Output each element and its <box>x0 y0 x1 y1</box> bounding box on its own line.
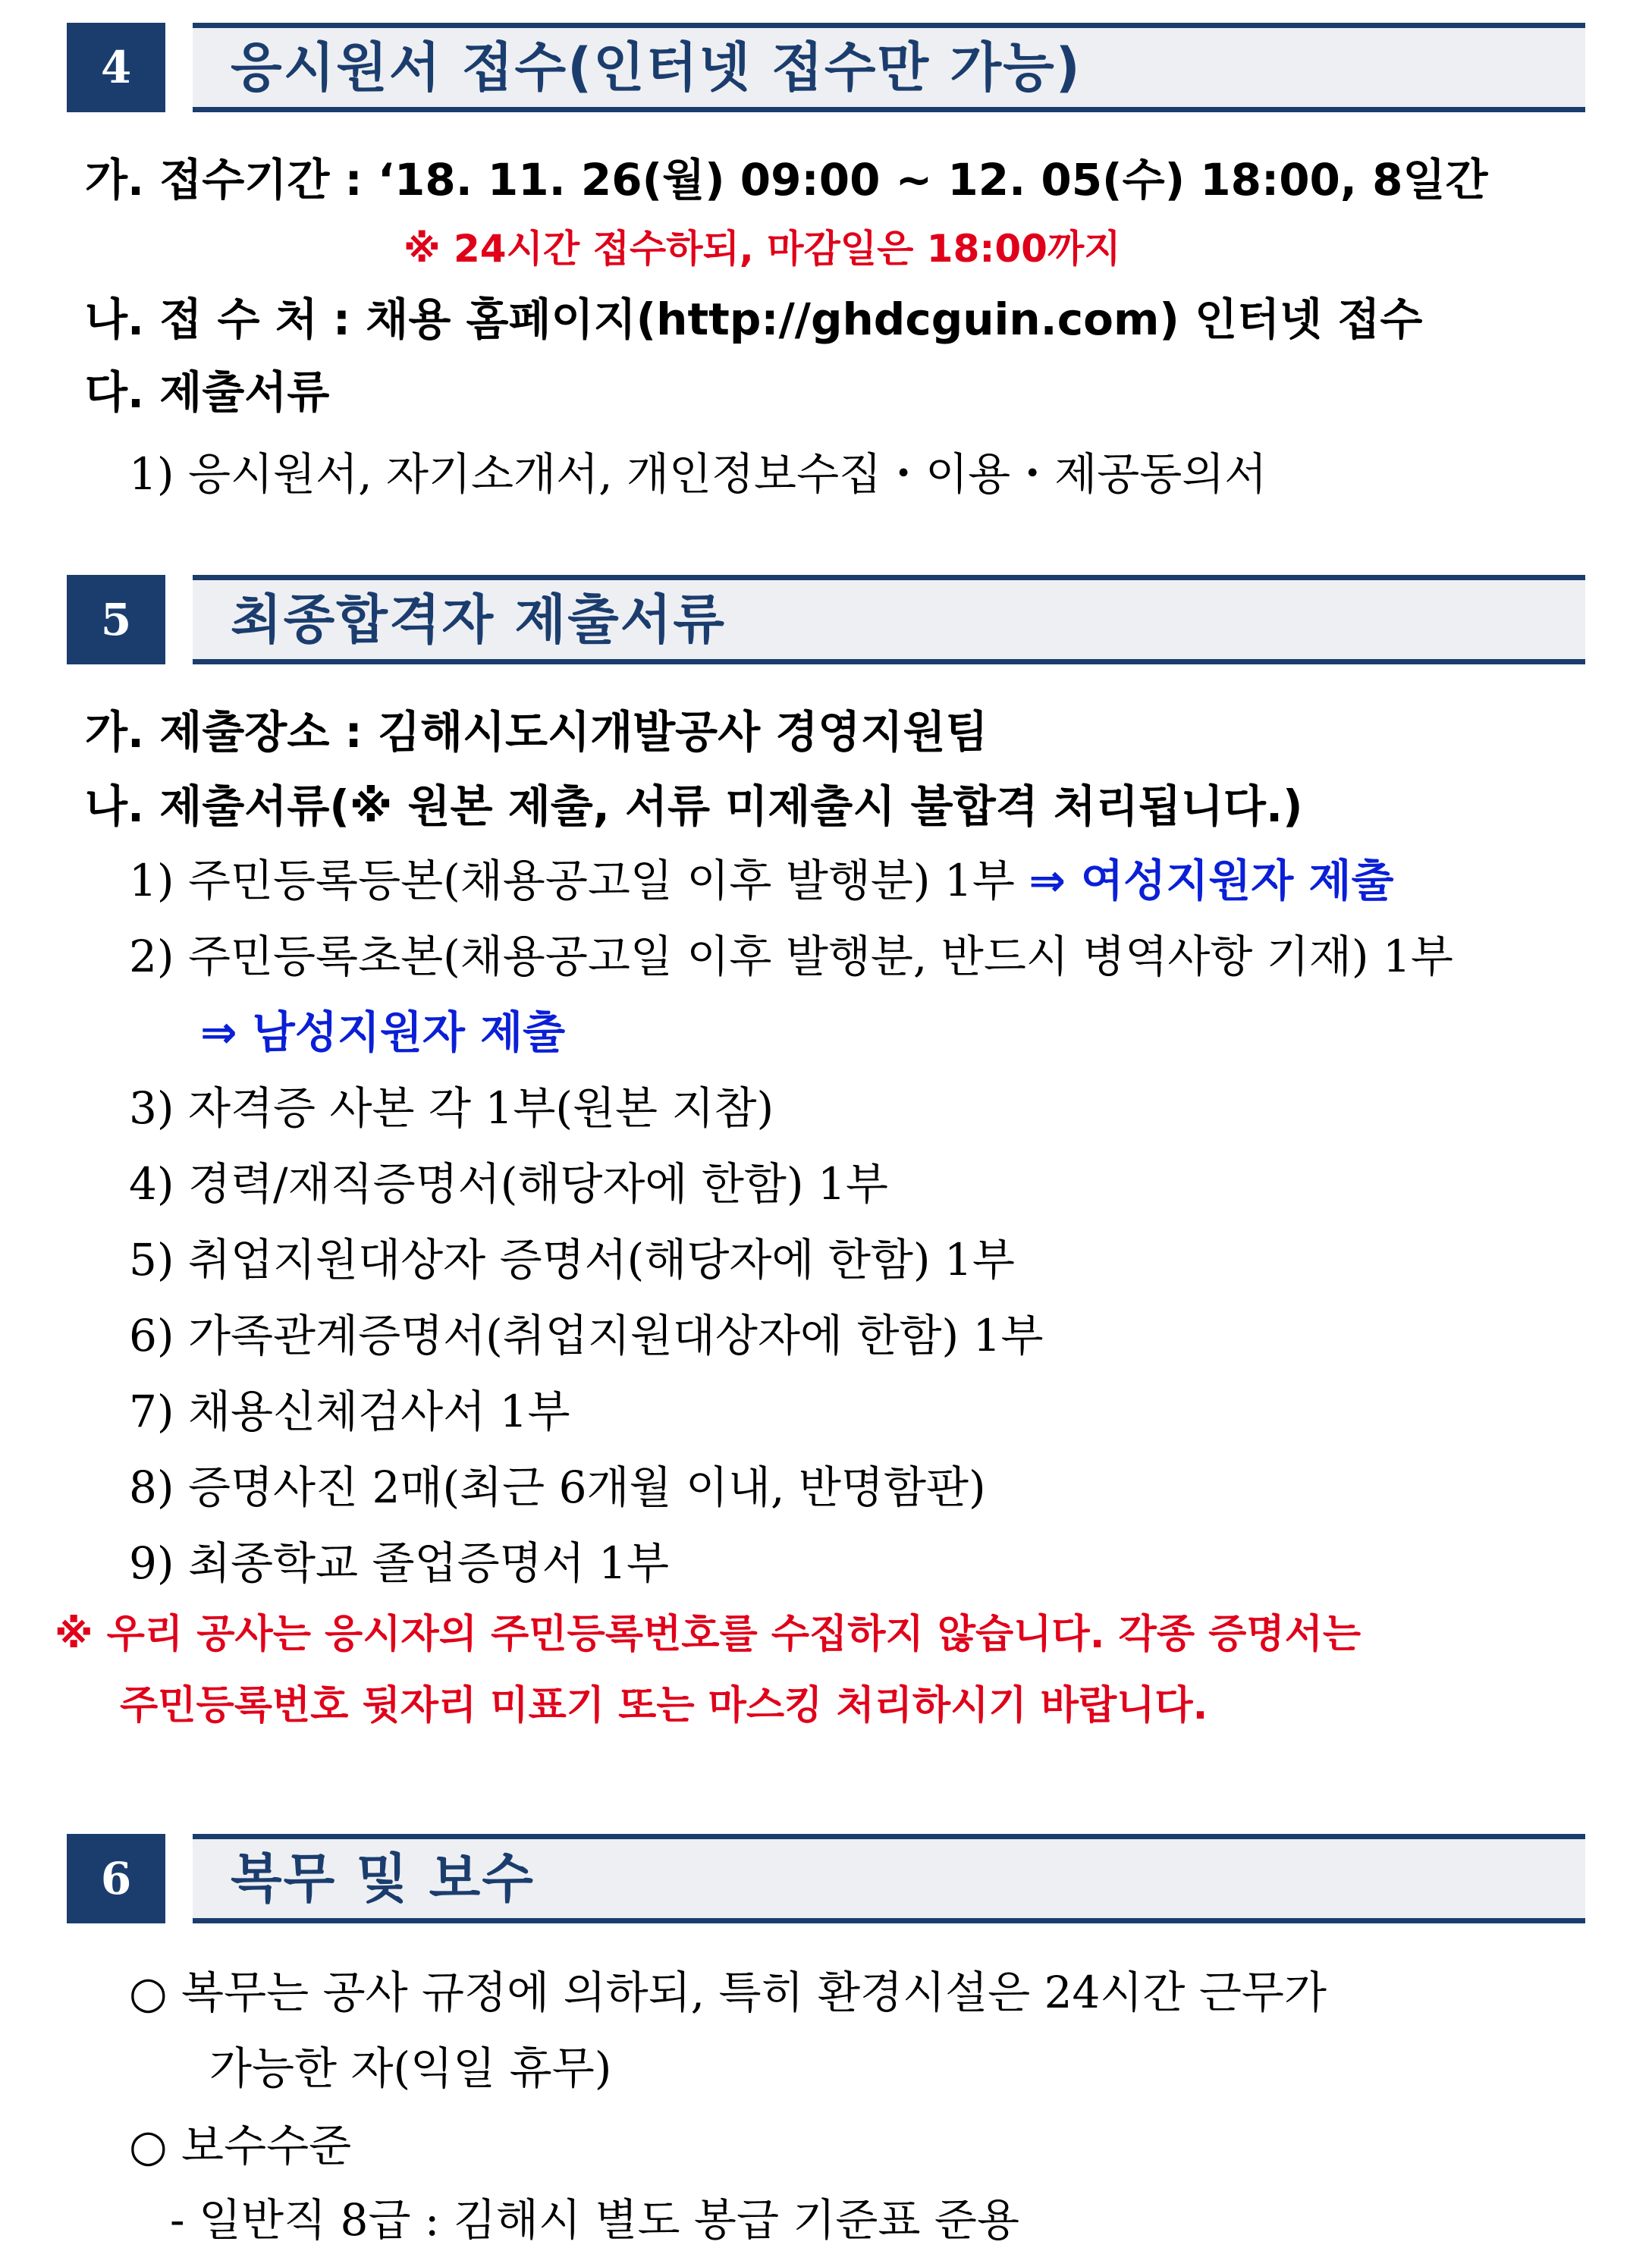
required-documents-heading: 다. 제출서류 <box>85 366 330 418</box>
duty-paragraph: ○ 복무는 공사 규정에 의하되, 특히 환경시설은 24시간 근무가 <box>129 1967 1327 2018</box>
section-title-bar <box>193 1834 1585 1923</box>
section-title-bar <box>193 23 1585 112</box>
section-number: 5 <box>67 575 165 664</box>
duty-paragraph-cont: 가능한 자(익일 휴무) <box>209 2042 612 2094</box>
privacy-warning-cont: 주민등록번호 뒷자리 미표기 또는 마스킹 처리하시기 바랍니다. <box>120 1683 1208 1728</box>
section-title: 응시원서 접수(인터넷 접수만 가능) <box>231 36 1082 99</box>
deadline-note: ※ 24시간 접수하되, 마감일은 18:00까지 <box>404 227 1121 271</box>
document-item: 6) 가족관계증명서(취업지원대상자에 한함) 1부 <box>129 1310 1044 1361</box>
document-item: 5) 취업지원대상자 증명서(해당자에 한함) 1부 <box>129 1234 1015 1286</box>
section-title: 최종합격자 제출서류 <box>231 589 726 651</box>
required-document-item: 1) 응시원서, 자기소개서, 개인정보수집・이용・제공동의서 <box>129 448 1267 500</box>
section-5-header <box>67 575 1585 664</box>
male-applicant-note: ⇒ 남성지원자 제출 <box>200 1006 566 1058</box>
section-number: 6 <box>67 1834 165 1923</box>
application-period: 가. 접수기간 : ‘18. 11. 26(월) 09:00 ~ 12. 05(수) 18:00, 8일간 <box>85 154 1488 206</box>
section-4-header <box>67 23 1585 112</box>
submission-place: 가. 제출장소 : 김해시도시개발공사 경영지원팀 <box>85 706 988 758</box>
application-site: 나. 접 수 처 : 채용 홈페이지(http://ghdcguin.com) 인터넷 접수 <box>85 294 1423 345</box>
pay-level-heading: ○ 보수수준 <box>129 2120 352 2171</box>
section-6-header <box>67 1834 1585 1923</box>
document-item: 8) 증명사진 2매(최근 6개월 이내, 반명함판) <box>129 1462 986 1513</box>
document-item: 7) 채용신체검사서 1부 <box>129 1386 570 1437</box>
pay-level-item: - 일반직 8급 : 김해시 별도 봉급 기준표 준용 <box>170 2194 1019 2246</box>
document-item <box>200 997 565 1060</box>
submission-documents-heading: 나. 제출서류(※ 원본 제출, 서류 미제출시 불합격 처리됩니다.) <box>85 780 1303 832</box>
document-item: 2) 주민등록초본(채용공고일 이후 발행분, 반드시 병역사항 기재) 1부 <box>129 931 1453 982</box>
document-item: 4) 경력/재직증명서(해당자에 한함) 1부 <box>129 1158 888 1210</box>
section-number: 4 <box>67 23 165 112</box>
document-item: 1) 주민등록등본(채용공고일 이후 발행분) 1부 ⇒ 여성지원자 제출 <box>129 855 1394 906</box>
section-title-bar <box>193 575 1585 664</box>
privacy-warning: ※ 우리 공사는 응시자의 주민등록번호를 수집하지 않습니다. 각종 증명서는 <box>55 1612 1361 1657</box>
female-applicant-note: ⇒ 여성지원자 제출 <box>1029 855 1394 906</box>
document-item: 9) 최종학교 졸업증명서 1부 <box>129 1537 670 1589</box>
section-title: 복무 및 보수 <box>231 1848 535 1910</box>
document-item: 3) 자격증 사본 각 1부(원본 지참) <box>129 1082 774 1134</box>
